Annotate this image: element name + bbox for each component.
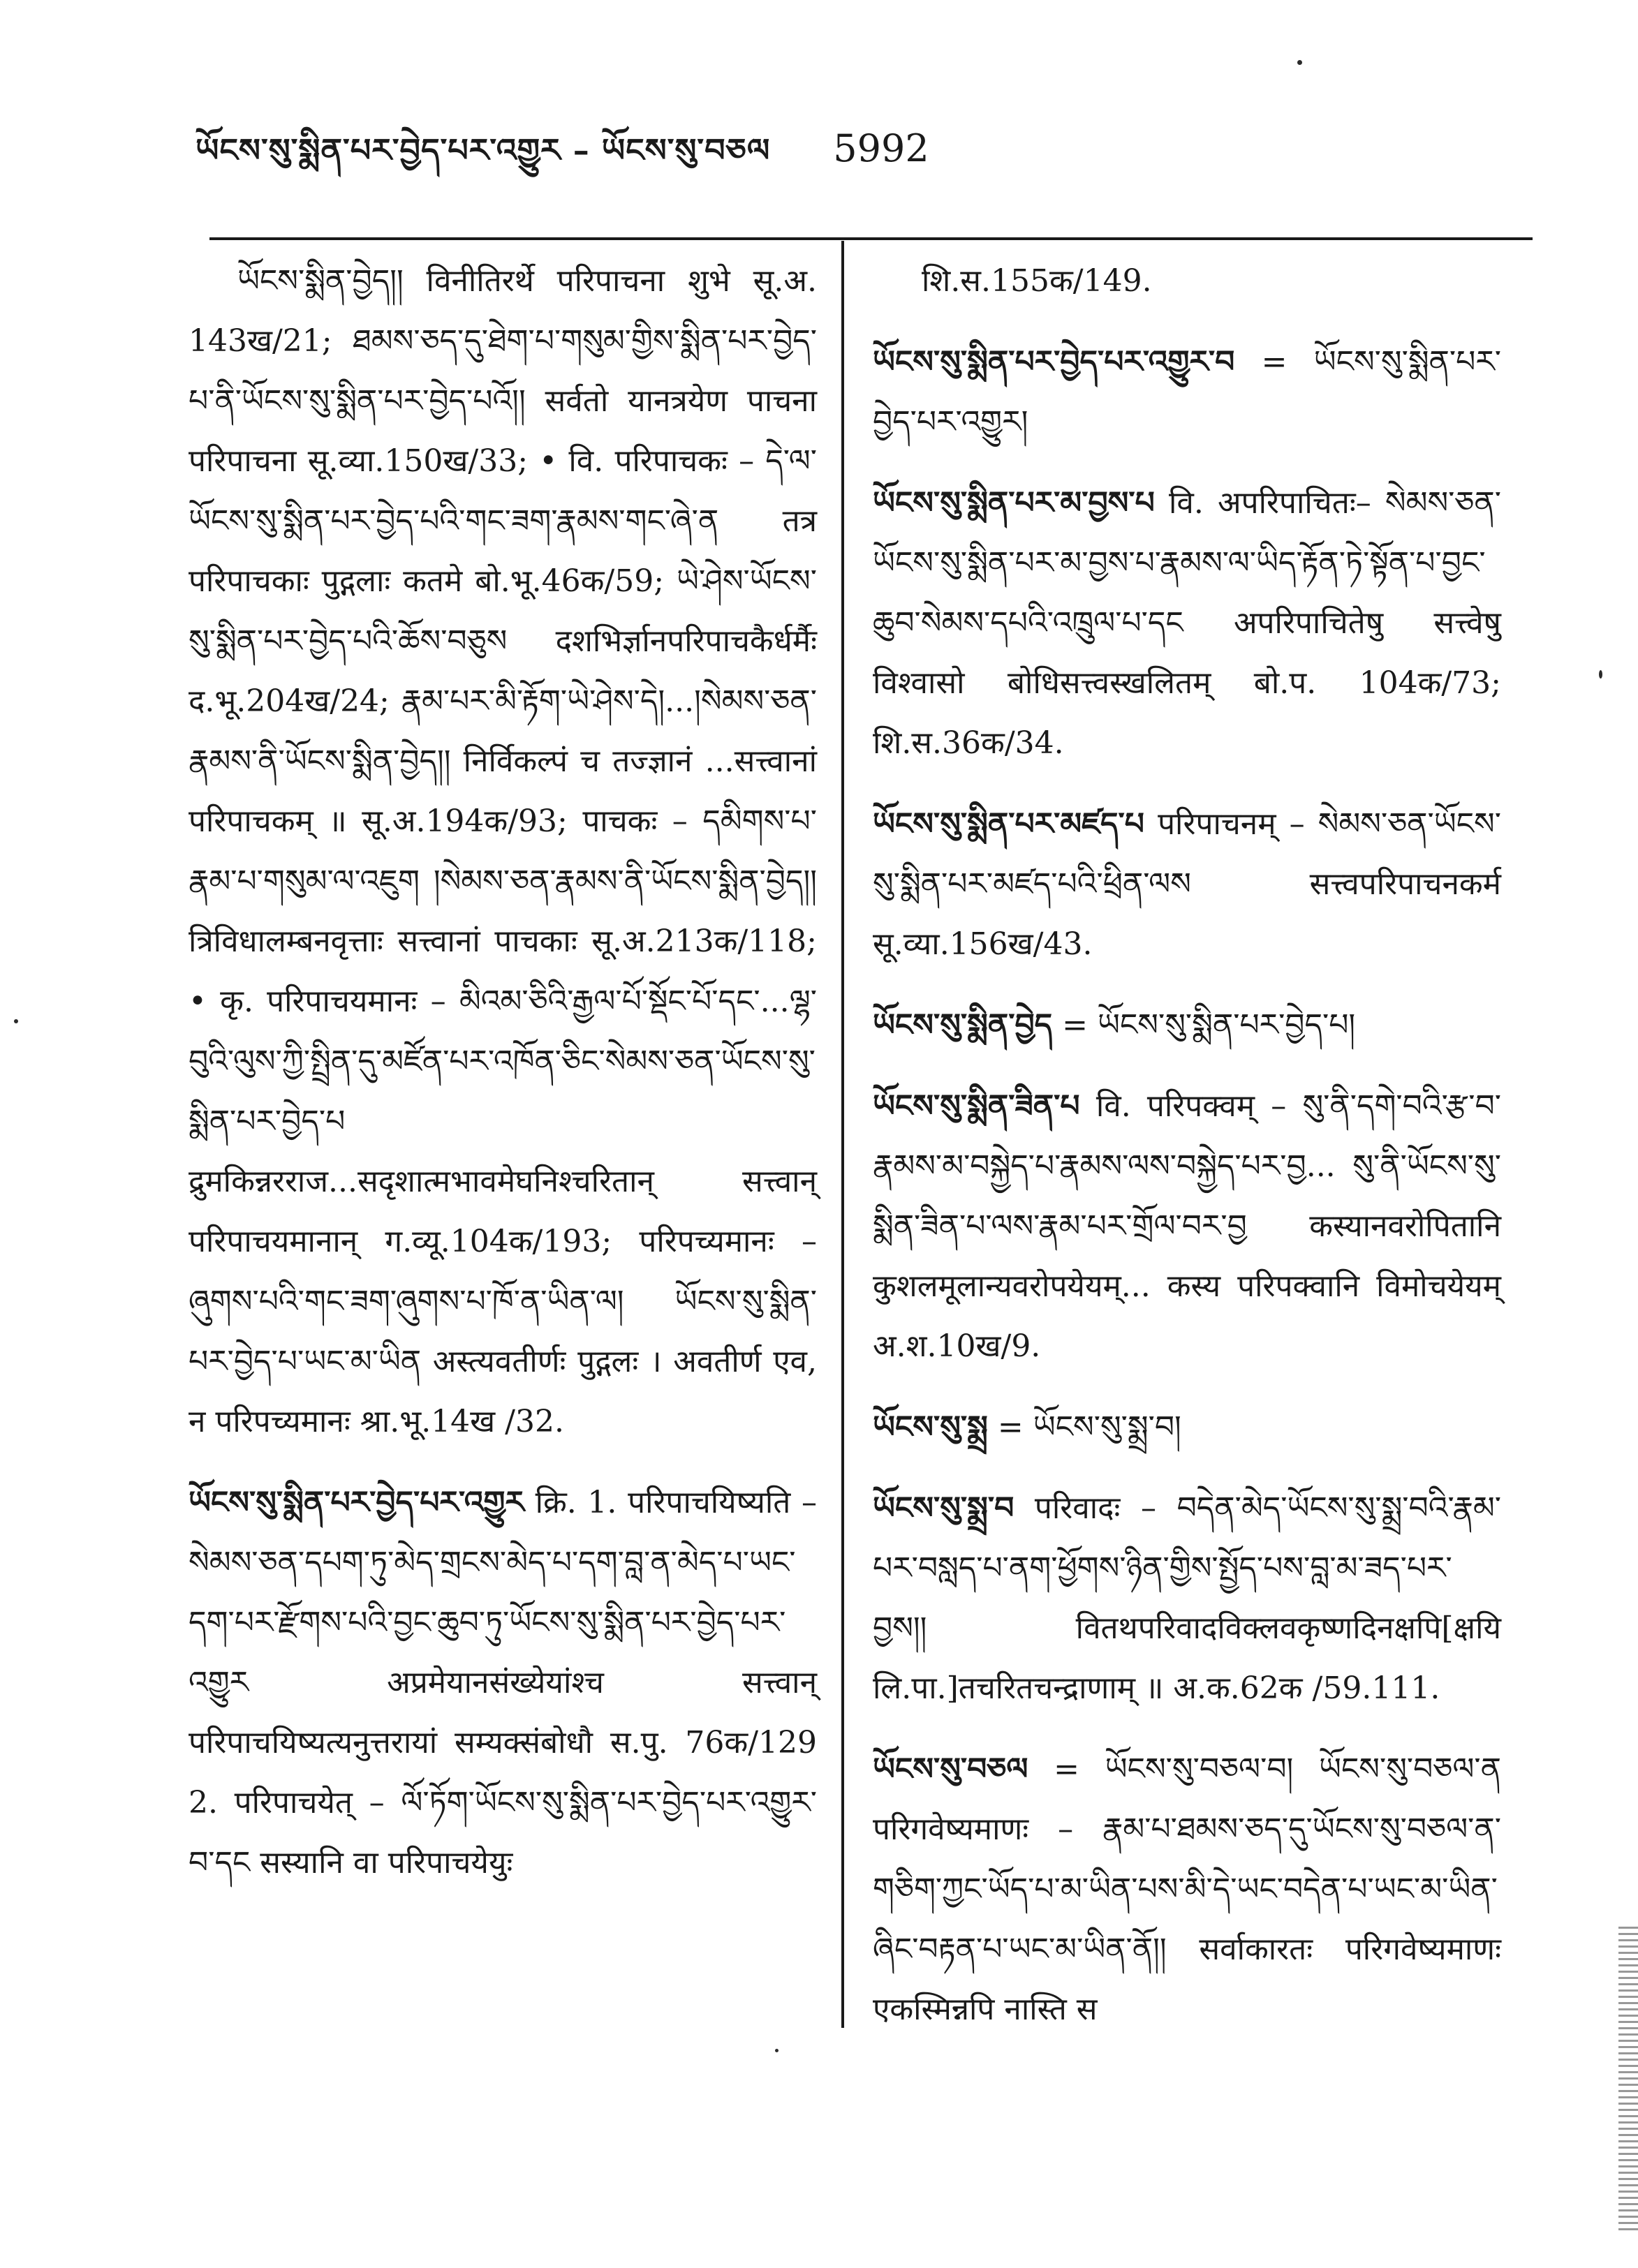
entry-text: परिवादः – བདེན་མེད་ཡོངས་སུ་སྨྲ་བའི་རྣམ་པར་བསླད་པ་ནག་ཕྱོགས་ཉིན་གྱིས་སྤྱོད་པས་བླ་མ་ཟད་པར་བྱས།། वितथपरिवादविक्लवकृष्णदिनक्षपि[क्षयि लि.पा.]तचरितचन्द्राणाम् ॥ अ.क.62क /59.111. bbox=[873, 1490, 1501, 1706]
entry-text: = ཡོངས་སུ་སྨིན་པར་བྱེད་པར་འགྱུར། bbox=[873, 344, 1501, 440]
entry-text: शि.स.155क/149. bbox=[922, 263, 1152, 299]
dictionary-entry bbox=[873, 1076, 1501, 1377]
entry-continuation bbox=[189, 251, 817, 1452]
column-divider bbox=[841, 241, 844, 2028]
dictionary-entry bbox=[189, 1473, 817, 1893]
entry-text: = ཡོངས་སུ་བཅལ་བ། ཡོངས་སུ་བཅལ་ན परिगवेष्यमाणः – རྣམ་པ་ཐམས་ཅད་དུ་ཡོངས་སུ་བཅལ་ན་གཅིག་ཀྱང་ཡོད་པ་མ་ཡིན་པས་མི་དེ་ཡང་བདེན་པ་ཡང་མ་ཡིན་ཞིང་བརྟན་པ་ཡང་མ་ཡིན་ནོ།། सर्वाकारतः परिगवेष्यमाणः एकस्मिन्नपि नास्ति स bbox=[873, 1751, 1501, 2027]
entry-headword: ཡོངས་སུ་སྨིན་པར་བྱེད་པར་འགྱུར་བ bbox=[873, 344, 1235, 380]
entry-headword: ཡོངས་སུ་སྨྲ་བ bbox=[873, 1490, 1014, 1526]
entry-headword: ཡོངས་སུ་སྨིན་ཟིན་པ bbox=[873, 1088, 1080, 1124]
scan-speck bbox=[775, 2049, 779, 2052]
dictionary-entry bbox=[873, 1398, 1501, 1458]
page-number: 5992 bbox=[833, 126, 929, 170]
header-rule bbox=[209, 237, 1533, 240]
right-column bbox=[873, 251, 1501, 2061]
entry-text: क्रि. 1. परिपाचयिष्यति – སེམས་ཅན་དཔག་ཏུ་མེད་གྲངས་མེད་པ་དག་བླ་ན་མེད་པ་ཡང་དག་པར་རྫོགས་པའི་བྱང་ཆུབ་ཏུ་ཡོངས་སུ་སྨིན་པར་བྱེད་པར་འགྱུར अप्रमेयानसंख्येयांश्च सत्त्वान् परिपाचयिष्यत्यनुत्तरायां सम्यक्संबोधौ स.पु. 76क/129 2. परिपाचयेत् – ལོ་ཏོག་ཡོངས་སུ་སྨིན་པར་བྱེད་པར་འགྱུར་བ་དང सस्यानि वा परिपाचयेयुः bbox=[189, 1485, 817, 1881]
running-head bbox=[195, 115, 1103, 178]
scan-edge-noise bbox=[1618, 1927, 1638, 2234]
entry-headword: ཡོངས་སུ་སྨིན་པར་མ་བྱས་པ bbox=[873, 485, 1155, 521]
scan-speck bbox=[1297, 60, 1302, 65]
entry-continuation bbox=[873, 251, 1501, 311]
dictionary-entry bbox=[873, 794, 1501, 974]
dictionary-entry bbox=[873, 995, 1501, 1055]
entry-headword: ཡོངས་སུ་སྨྲ bbox=[873, 1409, 988, 1445]
dictionary-entry bbox=[873, 1740, 1501, 2040]
entry-headword: ཡོངས་སུ་སྨིན་བྱེད bbox=[873, 1007, 1053, 1043]
entry-text: ཡོངས་སྨིན་བྱེད།། विनीतिरर्थे परिपाचना शुभे सू.अ. 143ख/21; ཐམས་ཅད་དུ་ཐེག་པ་གསུམ་གྱིས་སྨིན་པར་བྱེད་པ་ནི་ཡོངས་སུ་སྨིན་པར་བྱེད་པའོ།། सर्वतो यानत्रयेण पाचना परिपाचना सू.व्या.150ख/33; • वि. परिपाचकः – དེ་ལ་ཡོངས་སུ་སྨིན་པར་བྱེད་པའི་གང་ཟག་རྣམས་གང་ཞེ་ན तत्र परिपाचकाः पुद्गलाः कतमे बो.भू.46क/59; ཡེ་ཤེས་ཡོངས་སུ་སྨིན་པར་བྱེད་པའི་ཆོས་བཅུས दशभिर्ज्ञानपरिपाचकैर्धर्मैः द.भू.204ख/24; རྣམ་པར་མི་རྟོག་ཡེ་ཤེས་དེ།...།སེམས་ཅན་རྣམས་ནི་ཡོངས་སྨིན་བྱེད།། निर्विकल्पं च तज्ज्ञानं ...सत्त्वानां परिपाचकम् ॥ सू.अ.194क/93; पाचकः – དམིགས་པ་རྣམ་པ་གསུམ་ལ་འཇུག །སེམས་ཅན་རྣམས་ནི་ཡོངས་སྨིན་བྱེད།། त्रिविधालम्बनवृत्ताः सत्त्वानां पाचकाः सू.अ.213क/118; • कृ. परिपाचयमानः – མིའམ་ཅིའི་རྒྱལ་པོ་སྡོང་པོ་དང་...ལྷ་བུའི་ལུས་ཀྱི་སྤྲིན་དུ་མཛོན་པར་འཁོན་ཅིང་སེམས་ཅན་ཡོངས་སུ་སྨིན་པར་བྱེད་པ द्रुमकिन्नरराज...सदृशात्मभावमेघनिश्चरितान् सत्त्वान् परिपाचयमानान् ग.व्यू.104क/193; परिपच्यमानः – ཞུགས་པའི་གང་ཟག་ཞུགས་པ་ཁོ་ན་ཡིན་ལ། ཡོངས་སུ་སྨིན་པར་བྱེད་པ་ཡང་མ་ཡིན अस्त्यवतीर्णः पुद्गलः । अवतीर्ण एव, न परिपच्यमानः श्रा.भू.14ख /32. bbox=[189, 263, 817, 1439]
entry-text: = ཡོངས་སུ་སྨིན་པར་བྱེད་པ། bbox=[1062, 1007, 1356, 1043]
left-column bbox=[189, 251, 817, 1914]
dictionary-entry bbox=[873, 1478, 1501, 1719]
entry-text: वि. परिपक्वम् – སུ་ནི་དགེ་བའི་རྩ་བ་རྣམས་མ་བསྐྱེད་པ་རྣམས་ལས་བསྐྱེད་པར་བྱ... སུ་ནི་ཡོངས་སུ་སྨིན་ཟིན་པ་ལས་རྣམ་པར་གྲོལ་བར་བྱ कस्यानवरोपितानि कुशलमूलान्यवरोपयेयम्... कस्य परिपक्वानि विमोचयेयम् अ.श.10ख/9. bbox=[873, 1088, 1501, 1364]
entry-text: वि. अपरिपाचितः– སེམས་ཅན་ཡོངས་སུ་སྨིན་པར་མ་བྱས་པ་རྣམས་ལ་ཡིད་རྟོན་ཏེ་སྟོན་པ་བྱང་ཆུབ་སེམས་དཔའི་འཁྲུལ་པ་དང अपरिपाचितेषु सत्त्वेषु विश्वासो बोधिसत्त्वस्खलितम् बो.प. 104क/73; शि.स.36क/34. bbox=[873, 485, 1501, 761]
entry-text: = ཡོངས་སུ་སྨྲ་བ། bbox=[997, 1409, 1181, 1445]
entry-headword: ཡོངས་སུ་བཅལ bbox=[873, 1751, 1028, 1787]
entry-text: परिपाचनम् – སེམས་ཅན་ཡོངས་སུ་སྨིན་པར་མཛད་པའི་ཕྲིན་ལས सत्त्वपरिपाचनकर्म सू.व्या.156ख/43. bbox=[873, 806, 1501, 962]
entry-headword: ཡོངས་སུ་སྨིན་པར་བྱེད་པར་འགྱུར bbox=[189, 1485, 524, 1520]
scan-speck bbox=[14, 1019, 18, 1023]
scan-speck bbox=[1599, 670, 1602, 679]
entry-headword: ཡོངས་སུ་སྨིན་པར་མཛད་པ bbox=[873, 806, 1144, 842]
dictionary-entry bbox=[873, 332, 1501, 452]
running-title: ཡོངས་སུ་སྨིན་པར་བྱེད་པར་འགྱུར – ཡོངས་སུ་བཅལ bbox=[195, 131, 771, 169]
dictionary-entry bbox=[873, 473, 1501, 773]
